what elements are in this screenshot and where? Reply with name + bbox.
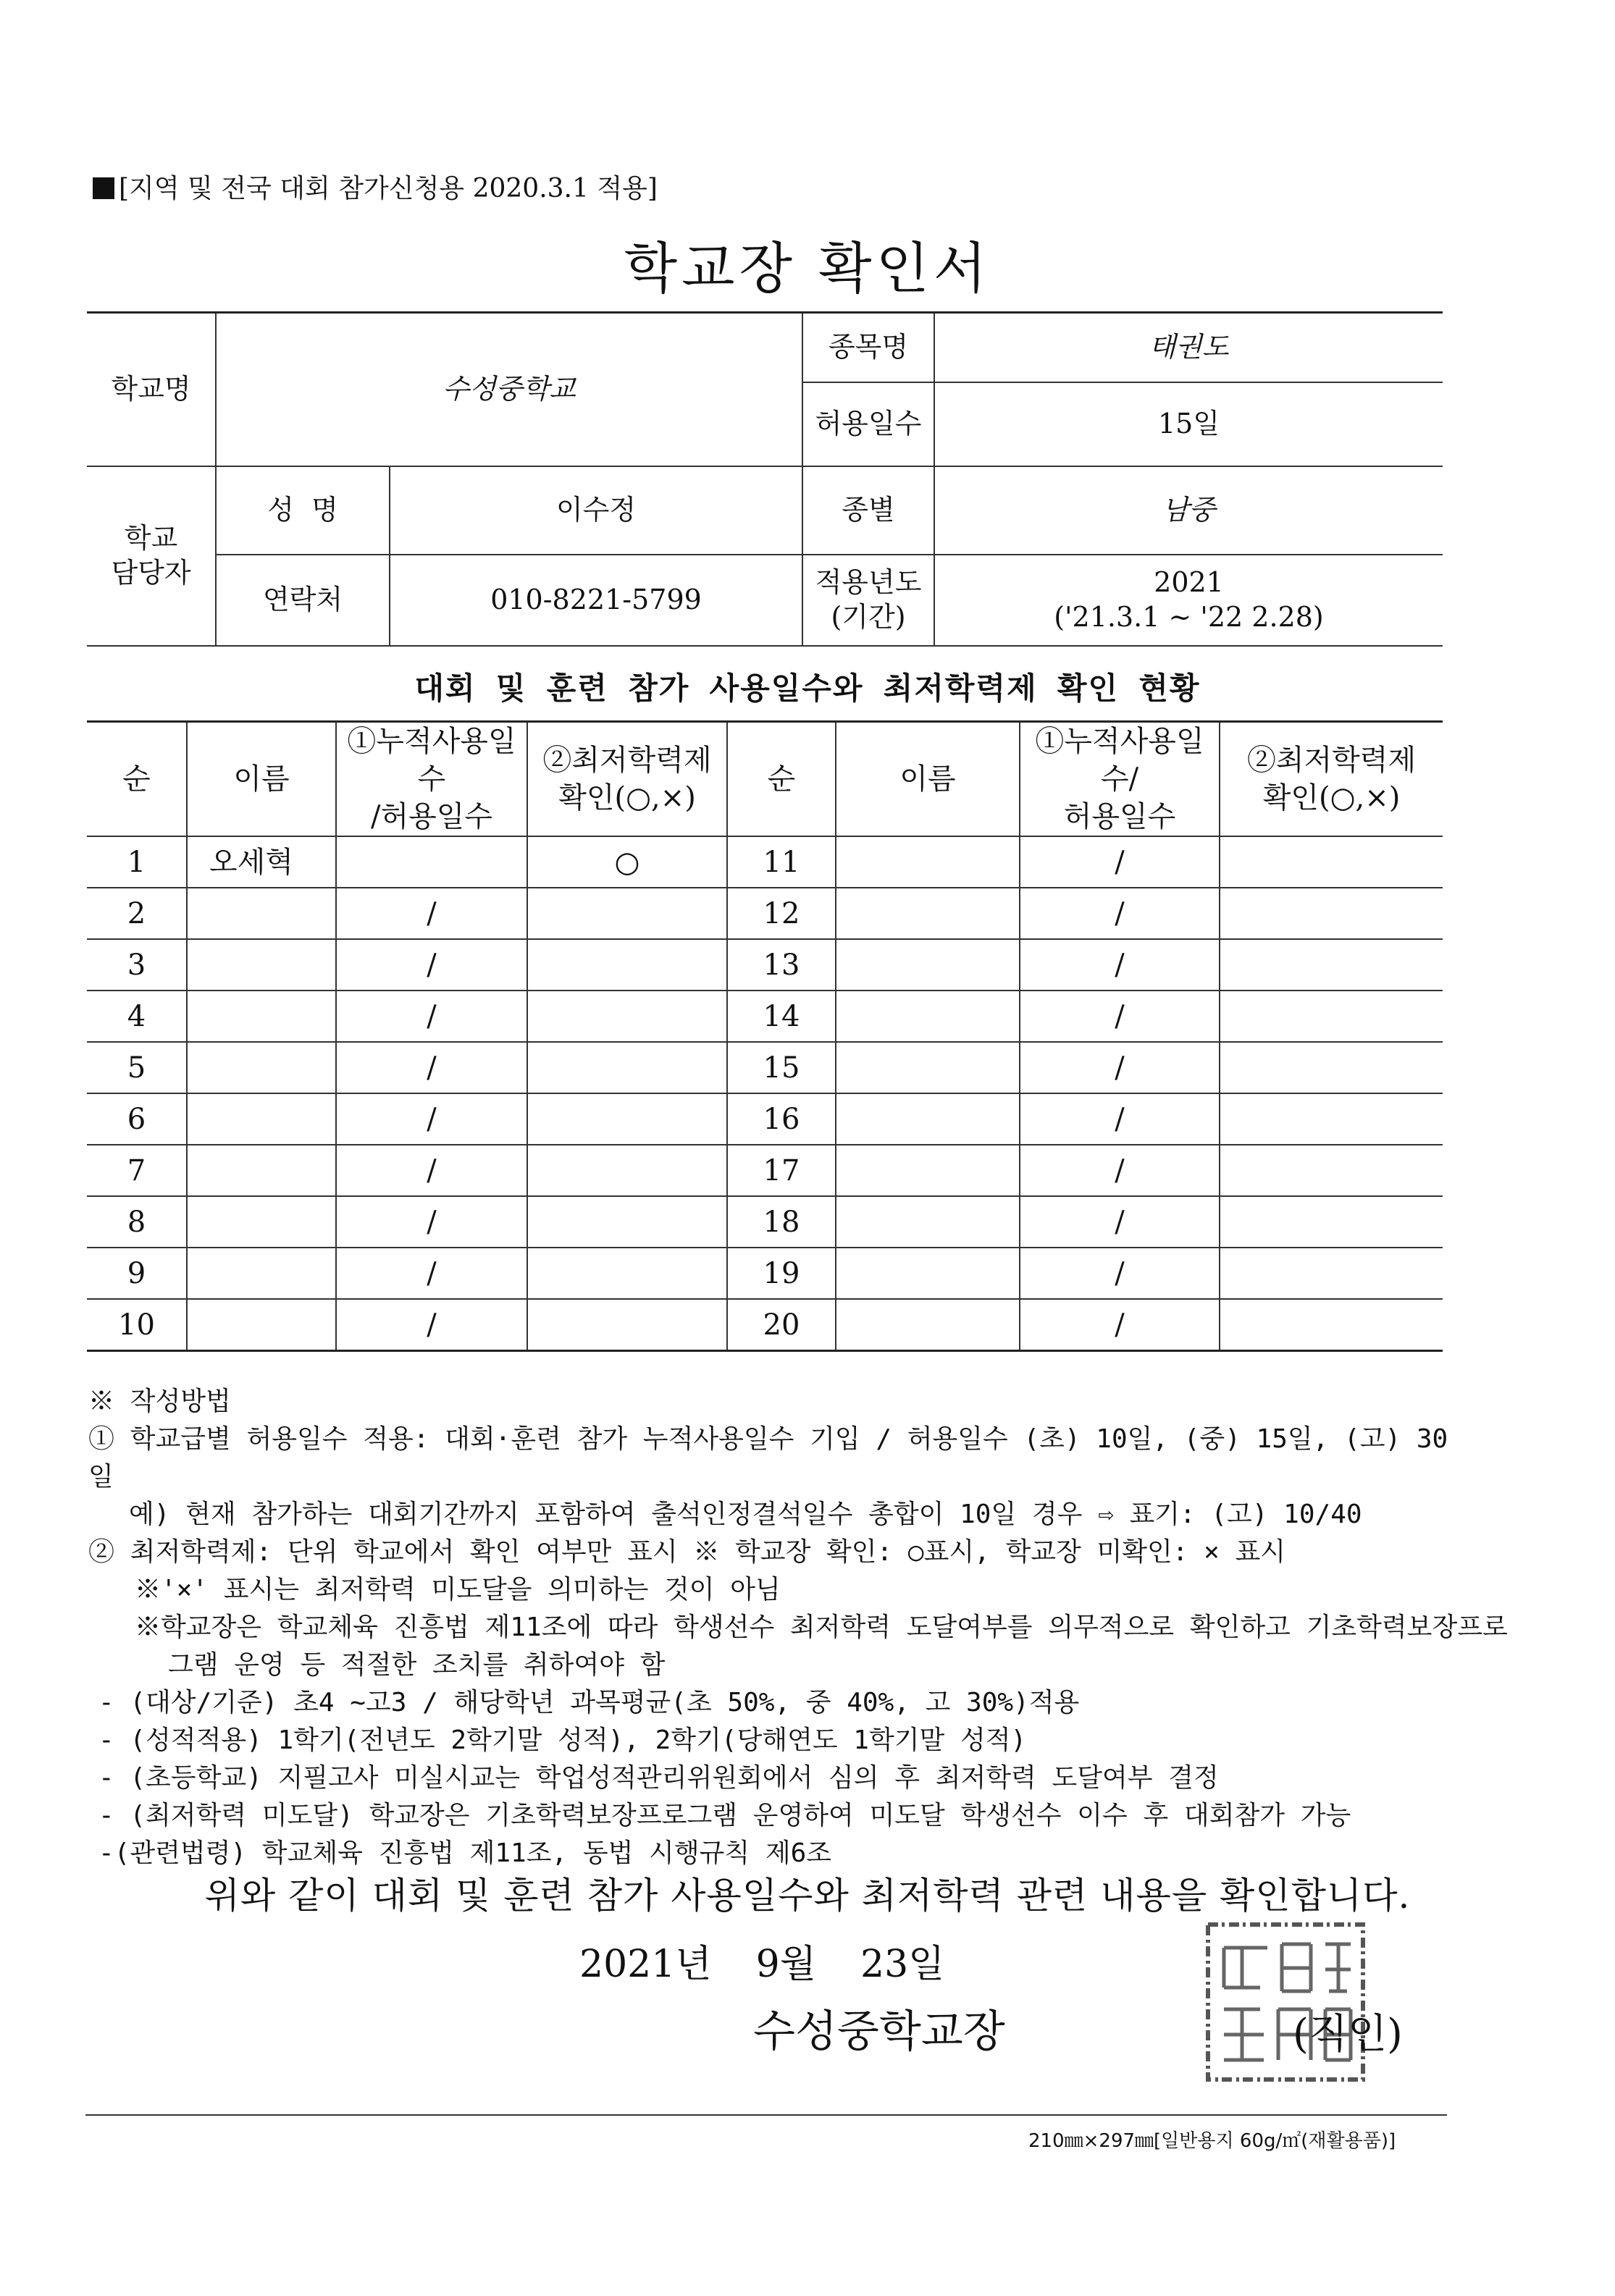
cell-check xyxy=(527,888,727,939)
header-days-line2: /허용일수 xyxy=(370,800,493,833)
note-example: 예) 현재 참가하는 대회기간까지 포함하여 출석인정결석일수 총합이 10일 경우 ⇨ 표기: (고) 10/40 xyxy=(129,1500,1362,1529)
cell-check-right xyxy=(1220,836,1443,888)
section-title: 대회 및 훈련 참가 사용일수와 최저학력제 확인 현황 xyxy=(414,670,1201,706)
gender-value: 남중 xyxy=(934,466,1443,555)
table-row xyxy=(87,1196,1443,1248)
cell-check xyxy=(527,1042,727,1093)
cell-days-right: / xyxy=(1020,888,1220,939)
participation-table xyxy=(87,720,1443,1352)
cell-name-right xyxy=(836,1299,1020,1351)
cell-days: / xyxy=(336,939,527,991)
cell-check-right xyxy=(1220,888,1443,939)
note-target: - (대상/기준) 초4 ~고3 / 해당학년 과목평균(초 50%, 중 40%, 고 30%)적용 xyxy=(98,1688,1080,1717)
notes-heading: ※ 작성방법 xyxy=(88,1387,231,1416)
cell-check-right xyxy=(1220,1299,1443,1351)
instructions xyxy=(88,1383,1508,1872)
cell-name-right xyxy=(836,939,1020,991)
cell-check-right xyxy=(1220,939,1443,991)
document-title: 학교장 확인서 xyxy=(624,236,991,300)
cell-check xyxy=(527,991,727,1042)
cell-name-right xyxy=(836,1248,1020,1299)
cell-no-right: 15 xyxy=(727,1042,836,1093)
cell-days-right: / xyxy=(1020,1093,1220,1145)
cell-no-right: 18 xyxy=(727,1196,836,1248)
year-label-line2: (기간) xyxy=(831,600,906,633)
table-row xyxy=(87,836,1443,888)
confirm-statement: 위와 같이 대회 및 훈련 참가 사용일수와 최저학력 관련 내용을 확인합니다. xyxy=(204,1875,1411,1917)
cell-check xyxy=(527,1299,727,1351)
table-row xyxy=(87,888,1443,939)
cell-no: 2 xyxy=(87,888,187,939)
cell-check-right xyxy=(1220,991,1443,1042)
cell-check xyxy=(527,1145,727,1196)
cell-name-right xyxy=(836,1145,1020,1196)
cell-check-right xyxy=(1220,1042,1443,1093)
school-info-table xyxy=(87,311,1443,647)
cell-name xyxy=(187,1042,336,1093)
cell-no: 9 xyxy=(87,1248,187,1299)
signer-name: 수성중학교장 xyxy=(753,2006,1005,2057)
allowed-days-value: 15일 xyxy=(934,382,1443,466)
gender-label: 종별 xyxy=(802,466,934,555)
form-tag-text: [지역 및 전국 대회 참가신청용 2020.3.1 적용] xyxy=(119,174,658,203)
table-row xyxy=(87,1248,1443,1299)
cell-name xyxy=(187,1248,336,1299)
header-check xyxy=(527,722,727,837)
name-value: 이수정 xyxy=(390,466,802,555)
cell-no-right: 16 xyxy=(727,1093,836,1145)
cell-no: 3 xyxy=(87,939,187,991)
cell-name-right xyxy=(836,836,1020,888)
cell-check-right xyxy=(1220,1248,1443,1299)
cell-days: / xyxy=(336,1093,527,1145)
cell-no: 8 xyxy=(87,1196,187,1248)
cell-no: 7 xyxy=(87,1145,187,1196)
cell-no-right: 20 xyxy=(727,1299,836,1351)
cell-name xyxy=(187,1145,336,1196)
footer-divider xyxy=(85,2114,1447,2116)
header-days-right-line1: ①누적사용일수/ xyxy=(1035,725,1204,796)
header-check-right-line1: ②최저학력제 xyxy=(1246,744,1417,777)
cell-name-right xyxy=(836,1196,1020,1248)
cell-check-right xyxy=(1220,1196,1443,1248)
table-row xyxy=(87,991,1443,1042)
square-bullet-icon xyxy=(93,177,114,199)
cell-days-right: / xyxy=(1020,1042,1220,1093)
cell-no: 10 xyxy=(87,1299,187,1351)
table-row xyxy=(87,1093,1443,1145)
paper-spec: 210㎜×297㎜[일반용지 60g/㎡(재활용품)] xyxy=(1028,2130,1396,2152)
cell-no: 5 xyxy=(87,1042,187,1093)
cell-name-right xyxy=(836,1093,1020,1145)
cell-days-right: / xyxy=(1020,1145,1220,1196)
note-law: -(관련법령) 학교체육 진흥법 제11조, 동법 시행규칙 제6조 xyxy=(98,1838,832,1868)
note-principal-duty-cont: 그램 운영 등 적절한 조치를 취하여야 함 xyxy=(168,1650,666,1680)
header-check-right xyxy=(1220,722,1443,837)
table-header-row xyxy=(87,722,1443,837)
form-tag xyxy=(93,168,658,205)
cell-no: 6 xyxy=(87,1093,187,1145)
cell-no: 1 xyxy=(87,836,187,888)
cell-name-right xyxy=(836,1042,1020,1093)
school-label: 학교명 xyxy=(87,313,216,466)
year-value-line1: 2021 xyxy=(1154,566,1224,598)
cell-days: / xyxy=(336,991,527,1042)
cell-name: 오세혁 xyxy=(187,836,336,888)
cell-days: / xyxy=(336,1196,527,1248)
note-principal-duty: ※학교장은 학교체육 진흥법 제11조에 따라 학생선수 최저학력 도달여부를 의무적으로 확인하고 기초학력보장프로 xyxy=(135,1612,1508,1642)
header-days-right-line2: 허용일수 xyxy=(1063,800,1176,833)
header-days-right xyxy=(1020,722,1220,837)
year-value-line2: ('21.3.1 ~ '22 2.28) xyxy=(1054,600,1324,633)
cell-name xyxy=(187,939,336,991)
cell-no-right: 17 xyxy=(727,1145,836,1196)
seal-label: (직인) xyxy=(1293,2011,1403,2058)
cell-check xyxy=(527,939,727,991)
manager-label-line2: 담당자 xyxy=(111,556,191,589)
cell-name xyxy=(187,1299,336,1351)
manager-label-line1: 학교 xyxy=(124,522,178,554)
header-check-line1: ②최저학력제 xyxy=(542,744,712,777)
header-days-line1: ①누적사용일수 xyxy=(347,725,516,796)
event-value: 태권도 xyxy=(934,313,1443,382)
cell-days: / xyxy=(336,1145,527,1196)
event-label: 종목명 xyxy=(802,313,934,382)
cell-name xyxy=(187,888,336,939)
year-value xyxy=(934,555,1443,646)
manager-label xyxy=(87,466,216,646)
school-value: 수성중학교 xyxy=(216,313,802,466)
cell-check-right xyxy=(1220,1145,1443,1196)
note-grade-apply: - (성적적용) 1학기(전년도 2학기말 성적), 2학기(당해연도 1학기말 성적) xyxy=(98,1725,1027,1755)
year-label xyxy=(802,555,934,646)
cell-days: / xyxy=(336,1248,527,1299)
cell-days-right: / xyxy=(1020,991,1220,1042)
cell-days xyxy=(336,836,527,888)
cell-days-right: / xyxy=(1020,1299,1220,1351)
contact-label: 연락처 xyxy=(216,555,390,646)
cell-days-right: / xyxy=(1020,1248,1220,1299)
table-row xyxy=(87,1299,1443,1351)
year-label-line1: 적용년도 xyxy=(815,566,922,598)
header-check-right-line2: 확인(○,×) xyxy=(1262,781,1401,815)
cell-no: 4 xyxy=(87,991,187,1042)
cell-days-right: / xyxy=(1020,1196,1220,1248)
header-name-right: 이름 xyxy=(836,722,1020,837)
cell-check: ○ xyxy=(527,836,727,888)
note-allowed-days: ① 학교급별 허용일수 적용: 대회·훈련 참가 누적사용일수 기입 / 허용일수 (초) 10일, (중) 15일, (고) 30일 xyxy=(88,1424,1448,1492)
note-x-meaning: ※'×' 표시는 최저학력 미도달을 의미하는 것이 아님 xyxy=(135,1575,781,1605)
header-days xyxy=(336,722,527,837)
header-check-line2: 확인(○,×) xyxy=(558,781,696,815)
cell-check-right xyxy=(1220,1093,1443,1145)
note-min-academic: ② 최저학력제: 단위 학교에서 확인 여부만 표시 ※ 학교장 확인: ○표시, 학교장 미확인: × 표시 xyxy=(88,1537,1286,1567)
cell-days: / xyxy=(336,888,527,939)
cell-name xyxy=(187,1093,336,1145)
cell-days-right: / xyxy=(1020,939,1220,991)
note-elementary: - (초등학교) 지필고사 미실시교는 학업성적관리위원회에서 심의 후 최저학력 도달여부 결정 xyxy=(98,1763,1219,1793)
header-no-right: 순 xyxy=(727,722,836,837)
cell-no-right: 12 xyxy=(727,888,836,939)
cell-name-right xyxy=(836,991,1020,1042)
cell-no-right: 14 xyxy=(727,991,836,1042)
cell-days: / xyxy=(336,1299,527,1351)
note-not-reached: - (최저학력 미도달) 학교장은 기초학력보장프로그램 운영하여 미도달 학생선수 이수 후 대회참가 가능 xyxy=(98,1801,1351,1830)
cell-no-right: 19 xyxy=(727,1248,836,1299)
header-no: 순 xyxy=(87,722,187,837)
cell-name xyxy=(187,1196,336,1248)
cell-name xyxy=(187,991,336,1042)
table-row xyxy=(87,939,1443,991)
issue-date: 2021년 9월 23일 xyxy=(579,1943,945,1986)
cell-check xyxy=(527,1248,727,1299)
cell-check xyxy=(527,1093,727,1145)
header-name: 이름 xyxy=(187,722,336,837)
cell-days: / xyxy=(336,1042,527,1093)
cell-check xyxy=(527,1196,727,1248)
table-row xyxy=(87,1042,1443,1093)
cell-days-right: / xyxy=(1020,836,1220,888)
allowed-days-label: 허용일수 xyxy=(802,382,934,466)
cell-no-right: 11 xyxy=(727,836,836,888)
name-label: 성 명 xyxy=(216,466,390,555)
cell-no-right: 13 xyxy=(727,939,836,991)
cell-name-right xyxy=(836,888,1020,939)
contact-value: 010-8221-5799 xyxy=(390,555,802,646)
table-row xyxy=(87,1145,1443,1196)
